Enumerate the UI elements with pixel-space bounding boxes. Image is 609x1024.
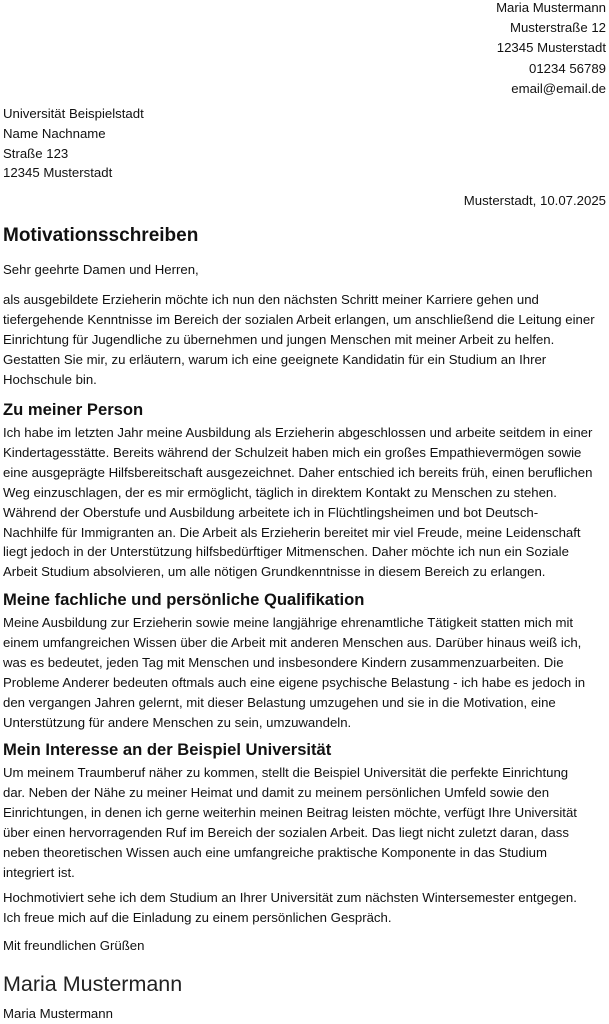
section-heading-qualification: Meine fachliche und persönliche Qualifikation	[3, 590, 365, 609]
section-heading-person: Zu meiner Person	[3, 400, 144, 419]
letter-title: Motivationsschreiben	[3, 225, 199, 246]
paragraph-line: Einrichtung für Jugendliche zu übernehmen und jungen Menschen mit meiner Arbeit zu helfen.	[3, 331, 555, 347]
paragraph-line: Um meinem Traumberuf näher zu kommen, stellt die Beispiel Universität die perfekte Einrichtung	[3, 765, 569, 780]
letter-date: Musterstadt, 10.07.2025	[463, 193, 606, 208]
sender-address	[496, 0, 606, 99]
closing-phrase: Mit freundlichen Grüßen	[3, 938, 145, 953]
sender-email: email@email.de	[511, 80, 606, 96]
paragraph-line: neben theoretischen Wissen auch eine umfangreiche praktische Komponente in das Studium	[3, 844, 547, 860]
sender-name: Maria Mustermann	[496, 0, 606, 15]
salutation: Sehr geehrte Damen und Herren,	[3, 262, 199, 277]
section-person-paragraph	[3, 423, 592, 582]
recipient-street: Straße 123	[3, 145, 69, 161]
section-qualification-paragraph	[3, 613, 585, 732]
paragraph-line: als ausgebildete Erzieherin möchte ich nun den nächsten Schritt meiner Karriere gehen und	[3, 292, 539, 307]
paragraph-line: Kindertagesstätte. Bereits während der Schulzeit haben mich ein großes Empathievermögen sowie	[3, 444, 582, 460]
paragraph-line: liegt jedoch in der Unterstützung hilfsbedürftiger Mitmenschen. Daher möchte ich nun ein Soziale	[3, 544, 569, 560]
paragraph-line: Arbeit Studium absolvieren, um alle nötigen Grundkenntnisse in diesem Bereich zu erlangen.	[3, 564, 546, 580]
sender-street: Musterstraße 12	[509, 20, 606, 36]
paragraph-line: Ich freue mich auf die Einladung zu einem persönlichen Gespräch.	[3, 909, 392, 925]
recipient-institution: Universität Beispielstadt	[3, 106, 144, 121]
sender-city: 12345 Musterstadt	[496, 40, 606, 56]
paragraph-line: Einrichtungen, in denen ich gerne weiterhin meinen Beitrag leisten möchte, verfügt Ihre Universität	[3, 804, 577, 820]
paragraph-line: eine ausgeprägte Hilfsbereitschaft ausgezeichnet. Daher entschied ich bereits früh, einen beruflichen	[3, 464, 593, 480]
paragraph-line: Unterstützung für andere Menschen zu sein, umzuwandeln.	[3, 714, 352, 730]
intro-paragraph	[3, 290, 595, 390]
paragraph-line: was es bedeutet, jeden Tag mit Menschen und insbesondere Kindern zusammenzuarbeiten. Die	[3, 654, 564, 670]
printed-name: Maria Mustermann	[3, 1006, 113, 1021]
signature: Maria Mustermann	[3, 972, 183, 996]
recipient-address	[3, 104, 144, 183]
paragraph-line: integriert ist.	[3, 864, 75, 880]
paragraph-line: Hochschule bin.	[3, 371, 97, 387]
section-heading-interest: Mein Interesse an der Beispiel Universität	[3, 740, 332, 759]
sender-phone: 01234 56789	[528, 60, 606, 76]
paragraph-line: dar. Neben der Nähe zu meiner Heimat und damit zu meinem persönlichen Umfeld sowie den	[3, 784, 550, 800]
outro-paragraph	[3, 888, 577, 928]
paragraph-line: Ich habe im letzten Jahr meine Ausbildung als Erzieherin abgeschlossen und arbeite seitdem in einer	[3, 425, 593, 440]
paragraph-line: Probleme Anderer bedeuten oftmals auch eine eigene psychische Belastung - ich habe es jedoch in	[3, 674, 586, 690]
paragraph-line: tiefergehende Kenntnisse im Bereich der sozialen Arbeit erlangen, um anschließend die Leitung einer	[3, 311, 595, 327]
paragraph-line: Weg einzuschlagen, der es mir ermöglicht, täglich in direktem Kontakt zu Menschen zu stehen.	[3, 484, 557, 500]
paragraph-line: Hochmotiviert sehe ich dem Studium an Ihrer Universität zum nächsten Wintersemester entgegen.	[3, 890, 577, 905]
recipient-contact: Name Nachname	[3, 125, 106, 141]
paragraph-line: Meine Ausbildung zur Erzieherin sowie meine langjährige ehrenamtliche Tätigkeit statten mich mit	[3, 615, 574, 630]
section-interest-paragraph	[3, 763, 577, 882]
paragraph-line: Gestatten Sie mir, zu erläutern, warum ich eine geeignete Kandidatin für ein Studium an Ihrer	[3, 351, 547, 367]
recipient-city: 12345 Musterstadt	[3, 165, 113, 181]
paragraph-line: den vergangen Jahren gelernt, mit dieser Belastung umzugehen und sie in die Motivation, eine	[3, 694, 556, 710]
paragraph-line: Während der Oberstufe und Ausbildung arbeitete ich in Flüchtlingsheimen und bot Deutsch-	[3, 504, 539, 520]
paragraph-line: einem umfangreichen Wissen über die Arbeit mit anderen Menschen aus. Darüber hinaus weiß ich,	[3, 634, 582, 650]
paragraph-line: Nachhilfe für Immigranten an. Die Arbeit als Erzieherin bereitet mir viel Freude, meine Leidenschaft	[3, 524, 581, 540]
paragraph-line: über einen hervorragenden Ruf im Bereich der sozialen Arbeit. Das liegt nicht zuletzt daran, dass	[3, 824, 569, 840]
